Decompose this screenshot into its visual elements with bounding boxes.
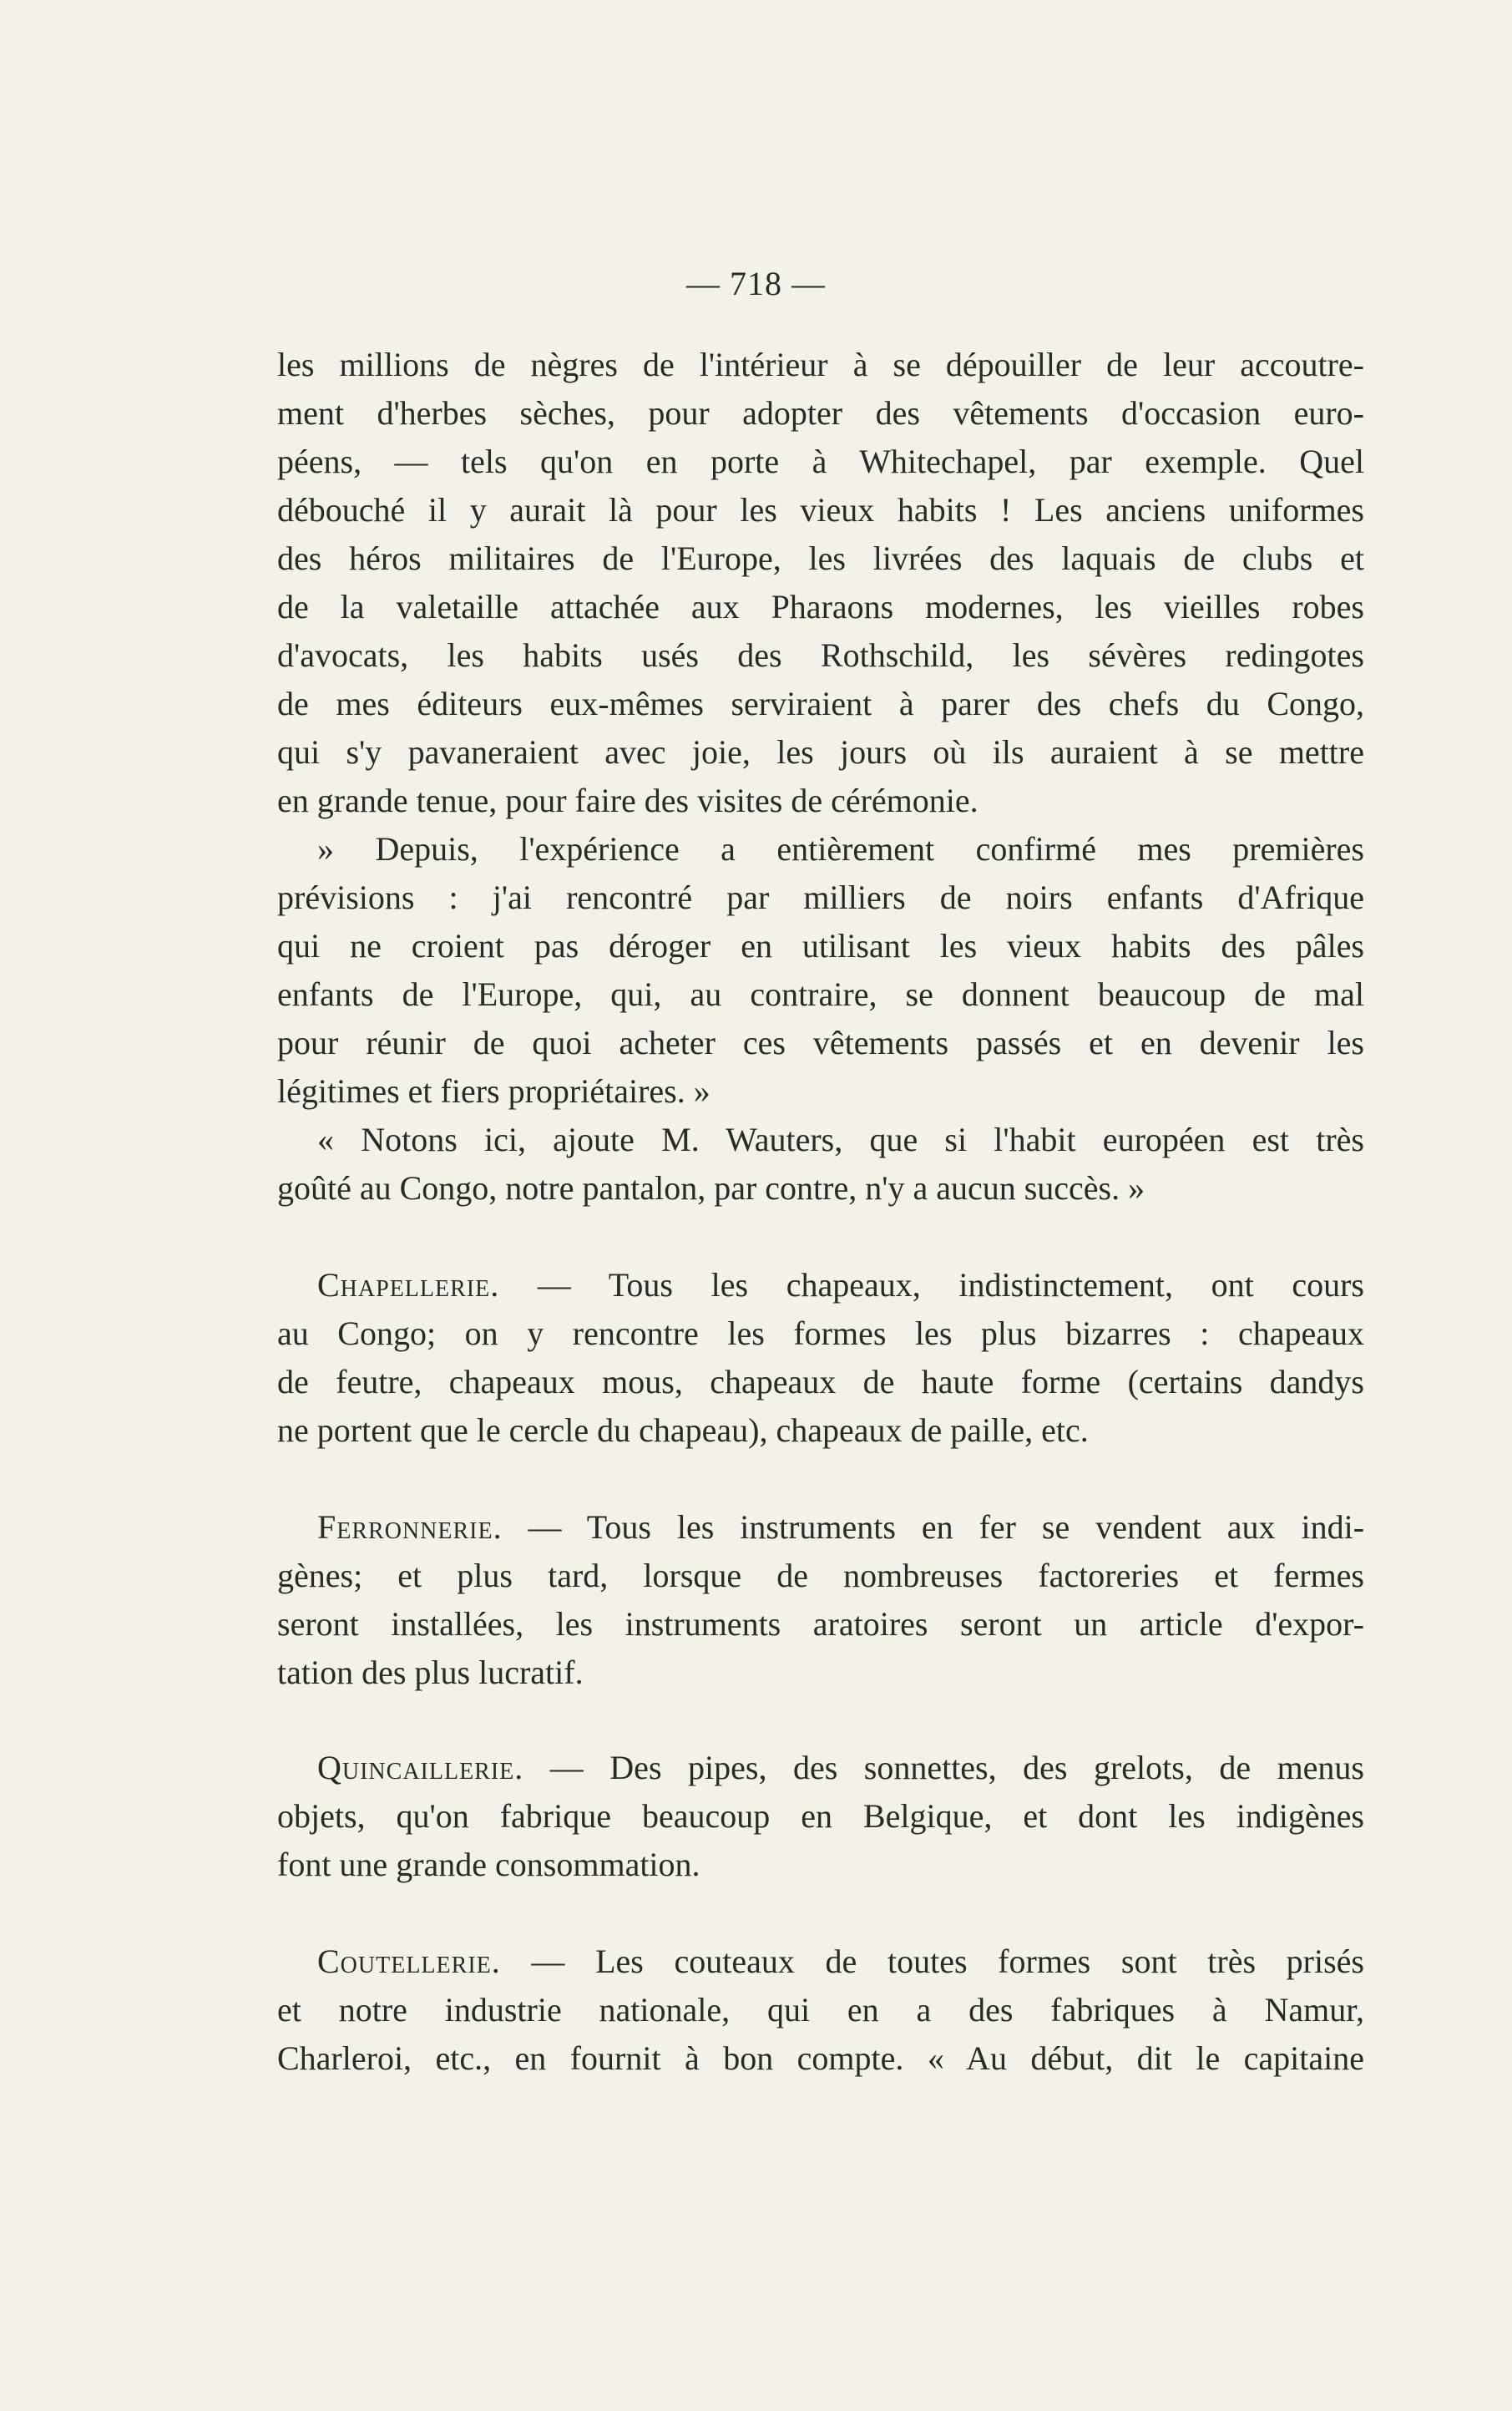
text-line: seront installées, les instruments aratoires seront un article d'expor-	[277, 1605, 1364, 1643]
text-fragment: — Des pipes, des sonnettes, des grelots, de menus	[549, 1749, 1364, 1786]
text-line: légitimes et fiers propriétaires. »	[277, 1072, 710, 1110]
text-line: au Congo; on y rencontre les formes les plus bizarres : chapeaux	[277, 1314, 1364, 1352]
text-line: tation des plus lucratif.	[277, 1654, 584, 1691]
text-line: des héros militaires de l'Europe, les livrées des laquais de clubs et	[277, 539, 1364, 577]
text-fragment: — Tous les instruments en fer se vendent aux indi-	[528, 1508, 1364, 1546]
main-text	[277, 341, 1364, 1213]
text-line: goûté au Congo, notre pantalon, par contre, n'y a aucun succès. »	[277, 1169, 1145, 1207]
text-line: prévisions : j'ai rencontré par milliers de noirs enfants d'Afrique	[277, 879, 1364, 916]
page-number: — 718 —	[686, 265, 826, 302]
text-line: » Depuis, l'expérience a entièrement confirmé mes premières	[317, 830, 1364, 868]
text-line: qui s'y pavaneraient avec joie, les jours où ils auraient à se mettre	[277, 733, 1364, 771]
text-line: pour réunir de quoi acheter ces vêtements passés et en devenir les	[277, 1024, 1364, 1061]
text-line: de mes éditeurs eux-mêmes serviraient à parer des chefs du Congo,	[277, 685, 1364, 722]
text-line: et notre industrie nationale, qui en a des fabriques à Namur,	[277, 1991, 1364, 2029]
section-first-line	[277, 1261, 1364, 1309]
text-line: débouché il y aurait là pour les vieux habits ! Les anciens uniformes	[277, 491, 1364, 529]
text-line: ne portent que le cercle du chapeau), chapeaux de paille, etc.	[277, 1411, 1089, 1449]
text-line: « Notons ici, ajoute M. Wauters, que si l'habit européen est très	[317, 1121, 1364, 1158]
section-first-line	[277, 1503, 1364, 1552]
text-line: objets, qu'on fabrique beaucoup en Belgique, et dont les indigènes	[277, 1797, 1364, 1835]
section-heading: Quincaillerie.	[317, 1749, 524, 1786]
text-line: Charleroi, etc., en fournit à bon compte. « Au début, dit le capitaine	[277, 2039, 1364, 2077]
text-line: qui ne croient pas déroger en utilisant les vieux habits des pâles	[277, 927, 1364, 965]
section-coutellerie	[277, 1937, 1364, 2083]
text-fragment: — Les couteaux de toutes formes sont très prisés	[531, 1942, 1364, 1980]
text-line: font une grande consommation.	[277, 1846, 700, 1883]
section-quincaillerie	[277, 1744, 1364, 1889]
text-line: les millions de nègres de l'intérieur à se dépouiller de leur accoutre-	[277, 346, 1364, 383]
text-line: de la valetaille attachée aux Pharaons modernes, les vieilles robes	[277, 588, 1364, 626]
text-line: d'avocats, les habits usés des Rothschild, les sévères redingotes	[277, 636, 1364, 674]
text-line: enfants de l'Europe, qui, au contraire, se donnent beaucoup de mal	[277, 975, 1364, 1013]
text-line: gènes; et plus tard, lorsque de nombreuses factoreries et fermes	[277, 1557, 1364, 1594]
section-heading: Ferronnerie.	[317, 1508, 503, 1546]
section-ferronnerie	[277, 1503, 1364, 1697]
section-chapellerie	[277, 1261, 1364, 1455]
text-line: péens, — tels qu'on en porte à Whitechapel, par exemple. Quel	[277, 443, 1364, 480]
section-first-line	[277, 1744, 1364, 1792]
section-heading: Chapellerie.	[317, 1266, 500, 1304]
text-line: ment d'herbes sèches, pour adopter des vêtements d'occasion euro-	[277, 394, 1364, 432]
text-line: en grande tenue, pour faire des visites de cérémonie.	[277, 782, 979, 819]
section-heading: Coutellerie.	[317, 1942, 501, 1980]
section-first-line	[277, 1937, 1364, 1986]
text-line: de feutre, chapeaux mous, chapeaux de haute forme (certains dandys	[277, 1363, 1364, 1401]
text-fragment: — Tous les chapeaux, indistinctement, ont cours	[537, 1266, 1364, 1304]
